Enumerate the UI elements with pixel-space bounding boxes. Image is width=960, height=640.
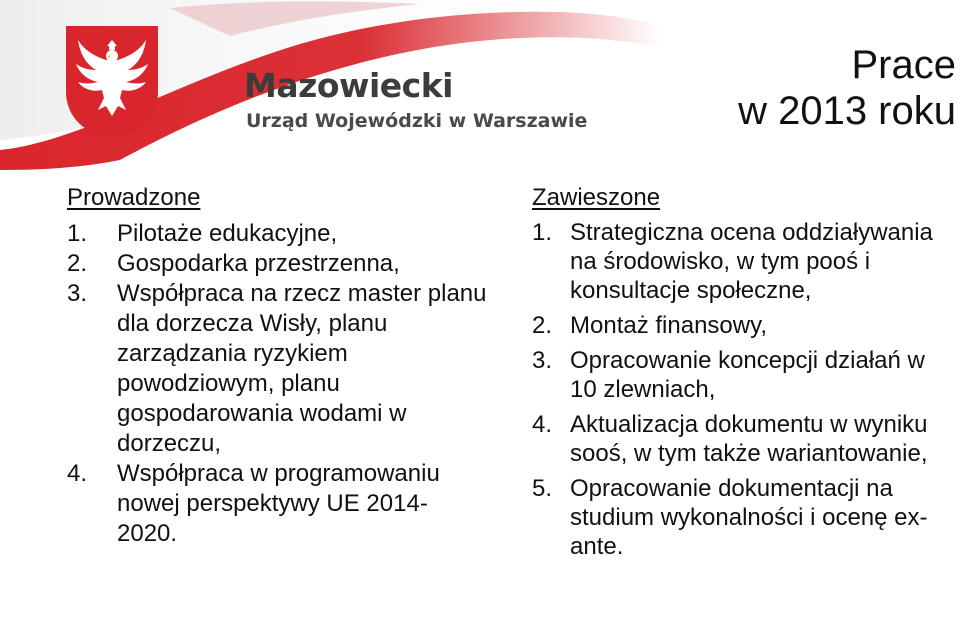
logo-subtitle: Urząd Wojewódzki w Warszawie (246, 110, 588, 132)
item-text: Współpraca w programowaniu nowej perspektywy UE 2014-2020. (117, 460, 440, 547)
item-text: Pilotaże edukacyjne, (117, 220, 338, 247)
list-item (67, 249, 487, 279)
item-text: Opracowanie dokumentacji na studium wykonalności i ocenę ex-ante. (570, 475, 928, 560)
item-text: Strategiczna ocena oddziaływania na środowisko, w tym pooś i konsultacje społeczne, (570, 219, 933, 304)
list-item (67, 459, 487, 549)
list-item (532, 346, 958, 404)
logo-title: Mazowiecki (244, 66, 453, 105)
item-number: 1. (532, 219, 553, 246)
list-item (532, 311, 958, 340)
item-number: 3. (67, 280, 88, 307)
title-line-1: Prace (851, 43, 956, 87)
heading-ongoing: Prowadzone (67, 184, 201, 211)
item-number: 4. (67, 460, 88, 487)
item-text: Współpraca na rzecz master planu dla dorzecza Wisły, planu zarządzania ryzykiem powodziowym, planu gospodarowania wodami w dorzeczu, (117, 280, 487, 457)
list-item (532, 410, 958, 468)
item-number: 5. (532, 475, 553, 502)
coat-of-arms (66, 26, 158, 136)
heading-suspended: Zawieszone (532, 184, 661, 211)
list-item (532, 474, 958, 561)
white-eagle-icon (66, 26, 158, 136)
item-number: 1. (67, 220, 88, 247)
item-number: 4. (532, 411, 553, 438)
list-ongoing (67, 219, 487, 549)
title-line-2: w 2013 roku (738, 89, 956, 133)
column-ongoing (67, 183, 487, 549)
page-title (738, 42, 956, 134)
item-text: Aktualizacja dokumentu w wyniku sooś, w tym także wariantowanie, (570, 411, 928, 467)
list-item (532, 218, 958, 305)
item-text: Gospodarka przestrzenna, (117, 250, 400, 277)
list-item (67, 219, 487, 249)
list-suspended (532, 218, 958, 561)
item-number: 3. (532, 347, 553, 374)
item-number: 2. (67, 250, 88, 277)
list-item (67, 279, 487, 459)
item-number: 2. (532, 312, 553, 339)
item-text: Opracowanie koncepcji działań w 10 zlewniach, (570, 347, 925, 403)
item-text: Montaż finansowy, (570, 312, 767, 339)
column-suspended (532, 183, 958, 561)
